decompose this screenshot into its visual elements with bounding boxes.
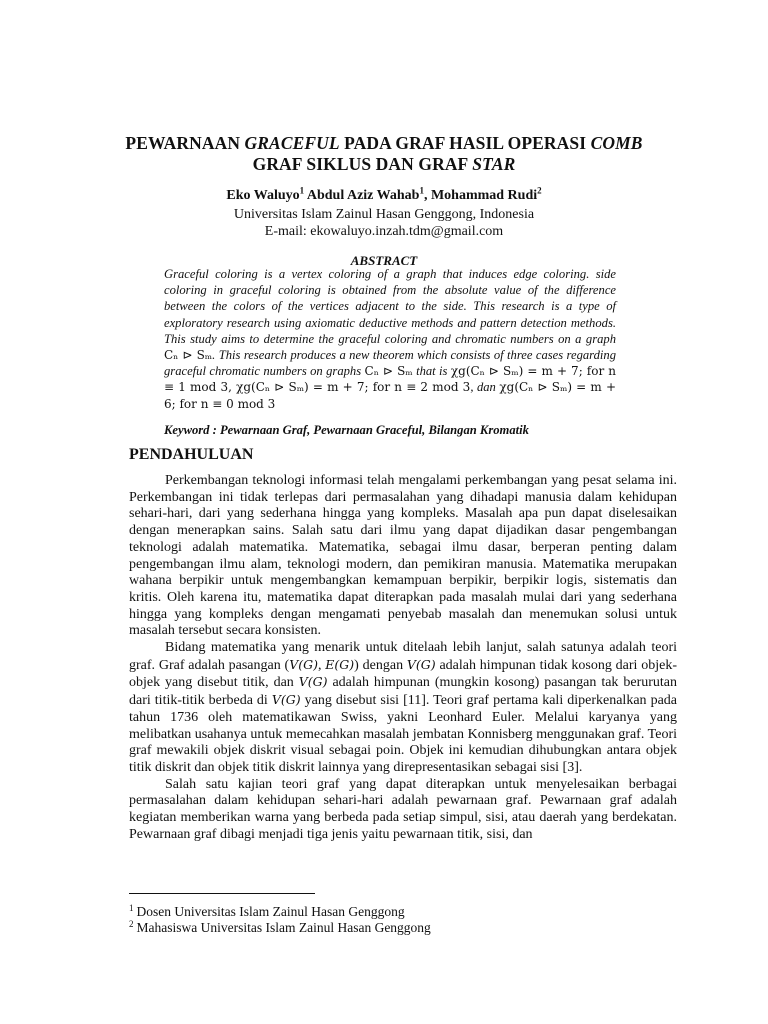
keywords: Keyword : Pewarnaan Graf, Pewarnaan Graceful, Bilangan Kromatik xyxy=(164,423,529,437)
abstract-heading: ABSTRACT xyxy=(350,253,418,268)
paragraph-text: ) dengan xyxy=(354,657,407,673)
title-text: PEWARNAAN xyxy=(125,133,245,153)
abstract-text: , dan xyxy=(470,380,500,395)
author-name: Abdul Aziz Wahab xyxy=(304,188,420,203)
footnote-text: Mahasiswa Universitas Islam Zainul Hasan Genggong xyxy=(136,920,431,935)
author-affiliation-mark: 1 xyxy=(419,185,424,196)
title-text: STAR xyxy=(472,154,516,174)
author-list xyxy=(110,187,658,204)
inline-math: E(G) xyxy=(325,656,355,672)
footnote xyxy=(129,920,677,936)
abstract-text: that is xyxy=(412,364,451,379)
title-text: GRAF SIKLUS DAN GRAF xyxy=(252,154,473,174)
title-text: PADA GRAF HASIL OPERASI xyxy=(339,133,591,153)
body-text xyxy=(129,473,677,843)
paper-title xyxy=(110,133,658,175)
inline-math: V(G) xyxy=(289,656,318,672)
paragraph xyxy=(129,640,677,777)
abstract-math: χg(Cₙ ⊳ Sₘ) = m + 7; for n ≡ 1 mod 3, χg(Cₙ ⊳ Sₘ) = m + 7; for n ≡ 2 mod 3 xyxy=(164,364,616,395)
affiliation: Universitas Islam Zainul Hasan Genggong, Indonesia xyxy=(233,207,535,222)
author-name: , Mohammad Rudi xyxy=(423,188,538,203)
abstract-text: Graceful coloring is a vertex coloring of a graph that induces edge coloring. side coloring in graceful coloring is obtained from the absolute value of the difference between the colors of the vertices adjacent to the side. This research is a type of exploratory research using axiomatic deductive methods and pattern detection methods. This study aims to determine the graceful coloring and chromatic numbers on a graph xyxy=(164,267,616,346)
abstract-body xyxy=(164,266,616,412)
paragraph-text: adalah himpunan tidak kosong dari objek-objek yang disebut titik, dan xyxy=(129,657,677,691)
section-heading: PENDAHULUAN xyxy=(129,446,254,463)
abstract-text: . This research produces a new theorem which consists of three cases regarding graceful chromatic numbers on graphs xyxy=(164,348,616,379)
title-text: GRACEFUL xyxy=(244,133,340,153)
inline-math: V(G) xyxy=(271,692,301,708)
abstract-math: Cₙ ⊳ Sₘ xyxy=(364,364,413,379)
contact-email: E-mail: ekowaluyo.inzah.tdm@gmail.com xyxy=(264,224,504,239)
footnote-separator xyxy=(129,893,315,894)
author-affiliation-mark: 2 xyxy=(537,185,542,196)
abstract-math: Cₙ ⊳ Sₘ xyxy=(164,348,213,363)
footnote-number: 1 xyxy=(129,902,134,913)
footnote-number: 2 xyxy=(129,918,134,929)
title-text: COMB xyxy=(590,133,643,153)
paragraph-text: adalah himpunan (mungkin kosong) pasangan tak berurutan dari titik-titik berbeda di xyxy=(129,675,677,709)
author-name: Eko Waluyo xyxy=(226,188,300,203)
paragraph: Perkembangan teknologi informasi telah mengalami perkembangan yang pesat selama ini. Perkembangan ini tidak terlepas dari permasalahan yang dihadapi manusia dalam kehidupan sehari-hari, dari yang sederhana hingga yang kompleks. Masalah apa pun dapat diselesaikan dengan menerapkan sains. Salah satu dari ilmu yang dapat dijadikan dasar pengembangan teknologi adalah matematika. Matematika, sebagai ilmu dasar, berperan penting dalam pengembangan ilmu alam, teknologi modern, dan pemikiran manusia. Matematika merupakan wahana berpikir untuk mengembangkan kemampuan berpikir, berpikir logis, sistematis dan kritis. Oleh karena itu, matematika dapat diterapkan pada masalah mulai dari yang sederhana hingga yang kompleks dengan mengamati penyebab masalah dan menemukan solusi untuk masalah tersebut secara konsisten. xyxy=(129,473,677,639)
footnote xyxy=(129,904,677,920)
footnote-text: Dosen Universitas Islam Zainul Hasan Genggong xyxy=(136,904,405,919)
paragraph-text: , xyxy=(317,657,326,673)
inline-math: V(G) xyxy=(298,674,328,690)
paragraph-text: yang disebut sisi [11]. Teori graf pertama kali diperkenalkan pada tahun 1736 oleh matematikawan Swiss, yakni Leonhard Euler. Melalui karyanya yang melibatkan usahanya untuk memecahkan masalah jembatan Konnisberg menggunakan graf. Teori graf mewakili objek diskrit visual sebagai poin. Objek ini kemudian dihubungkan antara objek titik diskrit dan objek titik diskrit lainnya yang direpresentasikan sebagai sisi [3]. xyxy=(129,693,677,775)
paragraph-text: Bidang matematika yang menarik untuk ditelaah lebih lanjut, salah satunya adalah teori graf. Graf adalah pasangan ( xyxy=(129,640,677,673)
inline-math: V(G) xyxy=(406,656,436,672)
abstract-math: χg(Cₙ ⊳ Sₘ) = m + 6; for n ≡ 0 mod 3 xyxy=(164,380,617,411)
paragraph: Salah satu kajian teori graf yang dapat diterapkan untuk menyelesaikan berbagai permasalahan dalam kehidupan sehari-hari adalah pewarnaan graf. Pewarnaan graf adalah kegiatan memberikan warna yang berbeda pada setiap simpul, sisi, atau daerah yang berdekatan. Pewarnaan graf dibagi menjadi tiga jenis yaitu pewarnaan titik, sisi, dan xyxy=(129,776,677,842)
author-affiliation-mark: 1 xyxy=(299,185,305,196)
